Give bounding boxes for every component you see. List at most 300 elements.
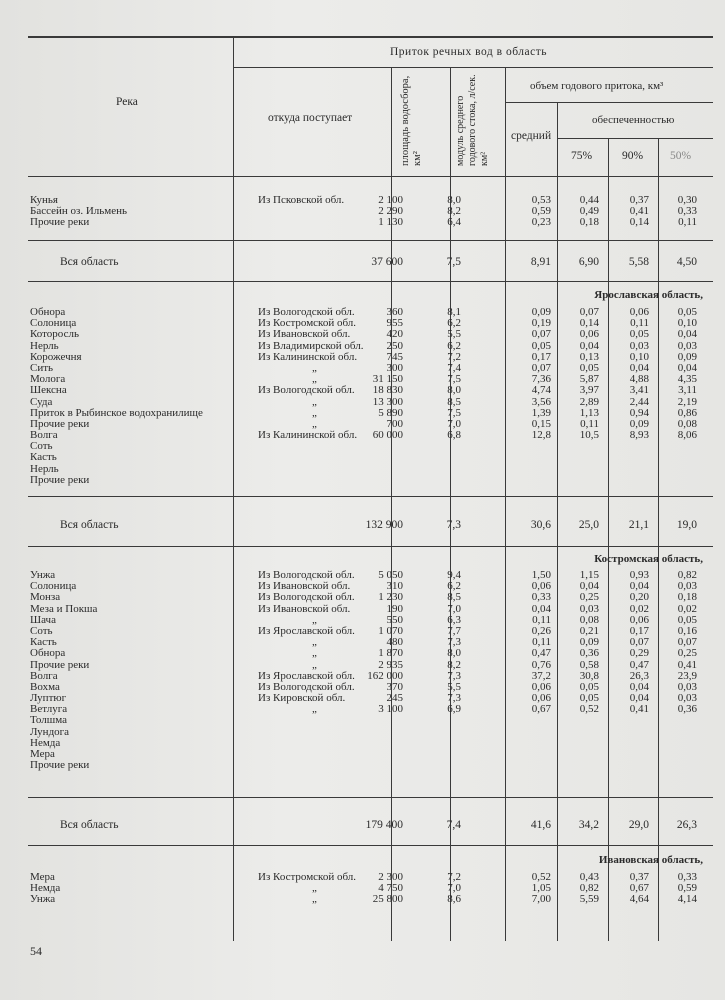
river-name-cell: Прочие реки <box>30 759 90 772</box>
source-cell: Из Калининской обл. <box>258 350 358 363</box>
source-cell: Из Кировской обл. <box>258 692 346 705</box>
table-row <box>0 715 725 726</box>
page-number: 54 <box>30 944 42 958</box>
header-volume: объем годового притока, км³ <box>530 80 664 92</box>
total-mod-cell: 7,4 <box>446 819 461 831</box>
area-cell: 250 <box>386 339 403 352</box>
table-row <box>0 441 725 452</box>
source-cell: „ <box>312 395 317 408</box>
p50-cell: 3,11 <box>678 384 697 397</box>
river-name-cell: Суда <box>30 395 53 408</box>
p90-cell: 0,37 <box>629 194 649 206</box>
mean-volume-cell: 1,39 <box>531 406 551 419</box>
river-name-cell: Солоница <box>30 580 77 593</box>
source-cell: „ <box>312 417 317 430</box>
river-name-cell: Шача <box>30 613 56 626</box>
modulus-cell: 8,6 <box>447 893 461 906</box>
p90-cell: 4,88 <box>629 373 649 386</box>
p75-cell: 0,03 <box>579 602 599 615</box>
mean-volume-cell: 0,04 <box>531 602 551 615</box>
table-row <box>0 883 725 894</box>
total-p90-cell: 21,1 <box>628 519 649 531</box>
total-area-cell: 179 400 <box>365 819 403 831</box>
area-cell: 420 <box>386 328 403 341</box>
modulus-cell: 7,2 <box>447 350 461 363</box>
p90-cell: 0,03 <box>629 339 649 352</box>
header-modulus: модуль среднего годового стока, л/сек. км² <box>455 74 490 166</box>
table-row <box>0 307 725 318</box>
table-row <box>0 408 725 419</box>
p90-cell: 0,06 <box>629 613 649 626</box>
p50-cell: 0,36 <box>677 703 697 716</box>
p50-cell: 0,30 <box>677 194 697 206</box>
total-p90-cell: 5,58 <box>628 256 649 268</box>
river-name-cell: Нерль <box>30 339 59 352</box>
p75-cell: 0,82 <box>579 882 599 895</box>
mean-volume-cell: 1,05 <box>531 882 551 895</box>
area-cell: 25 800 <box>372 893 403 906</box>
source-cell: „ <box>312 406 317 419</box>
source-cell: Из Калининской обл. <box>258 429 358 442</box>
area-cell: 245 <box>386 692 403 705</box>
modulus-cell: 9,4 <box>447 569 461 581</box>
area-cell: 2 300 <box>378 871 403 883</box>
river-name-cell: Прочие реки <box>30 417 90 430</box>
table-row <box>0 206 725 217</box>
p75-cell: 0,21 <box>579 624 599 637</box>
p90-cell: 0,02 <box>629 602 649 615</box>
source-cell: „ <box>312 373 317 386</box>
p50-cell: 0,05 <box>677 613 697 626</box>
modulus-cell: 7,4 <box>447 361 461 374</box>
header-rule-volume <box>505 102 713 103</box>
p75-cell: 0,18 <box>579 216 599 229</box>
modulus-cell: 8,2 <box>447 205 461 218</box>
modulus-cell: 7,0 <box>447 602 461 615</box>
source-cell: Из Вологодской обл. <box>258 569 355 581</box>
source-cell: Из Владимирской обл. <box>258 339 364 352</box>
river-name-cell: Соть <box>30 440 53 453</box>
area-cell: 745 <box>386 350 403 363</box>
p75-cell: 3,97 <box>579 384 599 397</box>
river-name-cell: Вохма <box>30 680 60 693</box>
table-row <box>0 604 725 615</box>
source-cell: „ <box>312 882 317 895</box>
mean-volume-cell: 0,67 <box>531 703 551 716</box>
col-divider <box>233 36 234 941</box>
p75-cell: 0,52 <box>579 703 599 716</box>
mean-volume-cell: 0,06 <box>531 692 551 705</box>
area-cell: 300 <box>386 361 403 374</box>
area-cell: 13 300 <box>372 395 403 408</box>
table-row <box>0 727 725 738</box>
source-cell: Из Костромской обл. <box>258 871 357 883</box>
table-row <box>0 660 725 671</box>
p75-cell: 0,09 <box>579 636 599 649</box>
area-cell: 1 130 <box>378 216 403 229</box>
mean-volume-cell: 37,2 <box>531 669 551 682</box>
mean-volume-cell: 0,53 <box>531 194 551 206</box>
area-cell: 1 070 <box>378 624 403 637</box>
area-cell: 480 <box>386 636 403 649</box>
p50-cell: 0,07 <box>677 636 697 649</box>
p50-cell: 23,9 <box>677 669 697 682</box>
modulus-cell: 6,3 <box>447 613 461 626</box>
modulus-cell: 8,2 <box>447 658 461 671</box>
p50-cell: 0,82 <box>677 569 697 581</box>
table-row <box>0 637 725 648</box>
source-cell: „ <box>312 893 317 906</box>
table-row <box>0 894 725 905</box>
table-row <box>0 352 725 363</box>
p90-cell: 0,93 <box>629 569 649 581</box>
p50-cell: 2,19 <box>677 395 697 408</box>
total-label: Вся область <box>60 519 119 531</box>
total-mod-cell: 7,3 <box>446 519 461 531</box>
area-cell: 700 <box>386 417 403 430</box>
area-cell: 31 150 <box>372 373 403 386</box>
p50-cell: 0,10 <box>677 317 697 330</box>
p90-cell: 0,06 <box>629 306 649 318</box>
modulus-cell: 8,0 <box>447 647 461 660</box>
p50-cell: 0,33 <box>677 871 697 883</box>
p75-cell: 2,89 <box>579 395 599 408</box>
table-row <box>0 318 725 329</box>
total-rule <box>28 281 713 282</box>
total-row <box>0 256 725 270</box>
p75-cell: 0,04 <box>579 339 599 352</box>
p90-cell: 4,64 <box>629 893 649 906</box>
p75-cell: 0,06 <box>579 328 599 341</box>
modulus-cell: 6,4 <box>447 216 461 229</box>
p90-cell: 0,67 <box>629 882 649 895</box>
area-cell: 5 050 <box>378 569 403 581</box>
table-row <box>0 592 725 603</box>
table-row <box>0 363 725 374</box>
p50-cell: 4,35 <box>677 373 697 386</box>
p50-cell: 0,25 <box>677 647 697 660</box>
p50-cell: 0,05 <box>677 306 697 318</box>
p50-cell: 0,03 <box>677 580 697 593</box>
total-p75-cell: 25,0 <box>578 519 599 531</box>
source-cell: Из Вологодской обл. <box>258 680 355 693</box>
p50-cell: 0,86 <box>677 406 697 419</box>
table-row <box>0 749 725 760</box>
mean-volume-cell: 0,07 <box>531 361 551 374</box>
total-rule <box>28 546 713 547</box>
area-cell: 1 230 <box>378 591 403 604</box>
river-name-cell: Унжа <box>30 893 56 906</box>
source-cell: Из Ярославской обл. <box>258 624 355 637</box>
river-name-cell: Касть <box>30 636 57 649</box>
p50-cell: 0,02 <box>677 602 697 615</box>
table-row <box>0 682 725 693</box>
modulus-cell: 7,5 <box>447 406 461 419</box>
p90-cell: 0,05 <box>629 328 649 341</box>
total-p50-cell: 19,0 <box>676 519 697 531</box>
table-top-rule <box>28 36 713 38</box>
header-bottom-rule <box>28 176 713 177</box>
area-cell: 1 870 <box>378 647 403 660</box>
header-p90: 90% <box>622 150 644 162</box>
river-name-cell: Прочие реки <box>30 216 90 229</box>
source-cell: „ <box>312 647 317 660</box>
modulus-cell: 6,9 <box>447 703 461 716</box>
p75-cell: 0,11 <box>580 417 599 430</box>
mean-volume-cell: 0,33 <box>531 591 551 604</box>
p75-cell: 30,8 <box>579 669 599 682</box>
header-p50: 50% <box>670 150 692 162</box>
p90-cell: 3,41 <box>629 384 649 397</box>
total-row <box>0 519 725 533</box>
mean-volume-cell: 3,56 <box>531 395 551 408</box>
modulus-cell: 7,3 <box>447 669 461 682</box>
source-cell: „ <box>312 361 317 374</box>
mean-volume-cell: 0,19 <box>531 317 551 330</box>
total-p75-cell: 6,90 <box>578 256 599 268</box>
p50-cell: 0,03 <box>677 339 697 352</box>
total-rule <box>28 797 713 798</box>
table-row <box>0 671 725 682</box>
mean-volume-cell: 0,06 <box>531 580 551 593</box>
modulus-cell: 8,5 <box>447 395 461 408</box>
river-name-cell: Мера <box>30 748 55 760</box>
mean-volume-cell: 0,07 <box>531 328 551 341</box>
p90-cell: 0,17 <box>629 624 649 637</box>
p50-cell: 0,03 <box>677 680 697 693</box>
total-label: Вся область <box>60 819 119 831</box>
river-name-cell: Прочие реки <box>30 473 90 486</box>
river-name-cell: Нерль <box>30 462 59 475</box>
p75-cell: 0,07 <box>579 306 599 318</box>
source-cell: Из Ивановской обл. <box>258 328 351 341</box>
river-name-cell: Немда <box>30 882 61 895</box>
modulus-cell: 7,3 <box>447 636 461 649</box>
p90-cell: 0,20 <box>629 591 649 604</box>
source-cell: Из Костромской обл. <box>258 317 357 330</box>
mean-volume-cell: 0,76 <box>531 658 551 671</box>
river-name-cell: Унжа <box>30 569 56 581</box>
p50-cell: 0,33 <box>677 205 697 218</box>
area-cell: 955 <box>386 317 403 330</box>
table-row <box>0 872 725 883</box>
total-mean-cell: 8,91 <box>530 256 551 268</box>
total-p50-cell: 26,3 <box>676 819 697 831</box>
modulus-cell: 8,0 <box>447 194 461 206</box>
river-name-cell: Шексна <box>30 384 67 397</box>
p50-cell: 0,59 <box>677 882 697 895</box>
p75-cell: 0,36 <box>579 647 599 660</box>
p50-cell: 0,18 <box>677 591 697 604</box>
section-rows <box>0 570 725 771</box>
river-name-cell: Обнора <box>30 306 66 318</box>
source-cell: Из Ярославской обл. <box>258 669 355 682</box>
table-row <box>0 419 725 430</box>
source-cell: Из Вологодской обл. <box>258 591 355 604</box>
mean-volume-cell: 0,11 <box>532 636 551 649</box>
source-cell: „ <box>312 703 317 716</box>
source-cell: Из Вологодской обл. <box>258 306 355 318</box>
p75-cell: 0,49 <box>579 205 599 218</box>
region-heading: Костромская область, <box>594 553 703 565</box>
header-mean: средний <box>511 130 552 142</box>
area-cell: 2 100 <box>378 194 403 206</box>
header-probability: обеспеченностью <box>592 114 675 126</box>
total-area-cell: 132 900 <box>365 519 403 531</box>
river-name-cell: Луптюг <box>30 692 67 705</box>
modulus-cell: 7,7 <box>447 624 461 637</box>
table-row <box>0 615 725 626</box>
p90-cell: 0,41 <box>629 703 649 716</box>
river-name-cell: Соть <box>30 624 53 637</box>
header-rule-prob <box>557 138 713 139</box>
modulus-cell: 8,1 <box>447 306 461 318</box>
p90-cell: 0,09 <box>629 417 649 430</box>
p50-cell: 0,16 <box>677 624 697 637</box>
p50-cell: 0,11 <box>678 216 697 229</box>
p50-cell: 0,04 <box>677 328 697 341</box>
total-rule <box>28 240 713 241</box>
p75-cell: 0,05 <box>579 361 599 374</box>
mean-volume-cell: 0,06 <box>531 680 551 693</box>
table-row <box>0 385 725 396</box>
p75-cell: 0,05 <box>579 680 599 693</box>
source-cell: „ <box>312 636 317 649</box>
table-row <box>0 217 725 228</box>
modulus-cell: 5,5 <box>447 328 461 341</box>
p75-cell: 0,04 <box>579 580 599 593</box>
p90-cell: 0,04 <box>629 580 649 593</box>
area-cell: 550 <box>386 613 403 626</box>
p75-cell: 0,08 <box>579 613 599 626</box>
p90-cell: 0,41 <box>629 205 649 218</box>
area-cell: 370 <box>386 680 403 693</box>
river-name-cell: Волга <box>30 669 58 682</box>
table-row <box>0 452 725 463</box>
region-heading: Ярославская область, <box>594 289 703 301</box>
river-name-cell: Молога <box>30 373 66 386</box>
p90-cell: 0,29 <box>629 647 649 660</box>
total-mod-cell: 7,5 <box>446 256 461 268</box>
river-name-cell: Толшма <box>30 714 67 727</box>
river-name-cell: Касть <box>30 451 57 464</box>
p90-cell: 2,44 <box>629 395 649 408</box>
p75-cell: 5,87 <box>579 373 599 386</box>
total-area-cell: 37 600 <box>371 256 403 268</box>
modulus-cell: 6,2 <box>447 339 461 352</box>
area-cell: 4 750 <box>378 882 403 895</box>
table-row <box>0 581 725 592</box>
area-cell: 360 <box>386 306 403 318</box>
table-row <box>0 329 725 340</box>
p90-cell: 26,3 <box>629 669 649 682</box>
p75-cell: 0,13 <box>579 350 599 363</box>
table-row <box>0 738 725 749</box>
table-row <box>0 374 725 385</box>
river-name-cell: Ветлуга <box>30 703 68 716</box>
mean-volume-cell: 4,74 <box>531 384 551 397</box>
mean-volume-cell: 7,00 <box>531 893 551 906</box>
area-cell: 18 830 <box>372 384 403 397</box>
river-name-cell: Немда <box>30 736 61 749</box>
source-cell: „ <box>312 613 317 626</box>
header-river: Река <box>116 96 138 108</box>
section-rows <box>0 195 725 229</box>
header-p75: 75% <box>571 150 593 162</box>
table-row <box>0 693 725 704</box>
river-name-cell: Кунья <box>30 194 58 206</box>
p75-cell: 10,5 <box>579 429 599 442</box>
area-cell: 190 <box>386 602 403 615</box>
p50-cell: 8,06 <box>677 429 697 442</box>
p50-cell: 0,08 <box>677 417 697 430</box>
p90-cell: 0,07 <box>629 636 649 649</box>
mean-volume-cell: 12,8 <box>531 429 551 442</box>
mean-volume-cell: 7,36 <box>531 373 551 386</box>
table-row <box>0 464 725 475</box>
mean-volume-cell: 1,50 <box>531 569 551 581</box>
p75-cell: 1,13 <box>579 406 599 419</box>
total-rule <box>28 496 713 497</box>
header-area: площадь водосбора, км² <box>400 75 423 166</box>
p90-cell: 8,93 <box>629 429 649 442</box>
river-name-cell: Которосль <box>30 328 79 341</box>
header-inflow-group: Приток речных вод в область <box>390 46 547 58</box>
p90-cell: 0,14 <box>629 216 649 229</box>
mean-volume-cell: 0,15 <box>531 417 551 430</box>
modulus-cell: 7,5 <box>447 373 461 386</box>
p75-cell: 0,25 <box>579 591 599 604</box>
p75-cell: 0,05 <box>579 692 599 705</box>
river-name-cell: Монза <box>30 591 61 604</box>
total-rule <box>28 845 713 846</box>
p50-cell: 0,03 <box>677 692 697 705</box>
mean-volume-cell: 0,47 <box>531 647 551 660</box>
table-row <box>0 341 725 352</box>
p90-cell: 0,10 <box>629 350 649 363</box>
river-name-cell: Меза и Покша <box>30 602 98 615</box>
table-row <box>0 626 725 637</box>
modulus-cell: 6,2 <box>447 317 461 330</box>
modulus-cell: 6,8 <box>447 429 461 442</box>
p90-cell: 0,11 <box>630 317 649 330</box>
area-cell: 5 890 <box>378 406 403 419</box>
source-cell: Из Ивановской обл. <box>258 580 351 593</box>
river-name-cell: Обнора <box>30 647 66 660</box>
modulus-cell: 7,0 <box>447 417 461 430</box>
river-name-cell: Мера <box>30 871 55 883</box>
section-rows <box>0 872 725 906</box>
mean-volume-cell: 0,09 <box>531 306 551 318</box>
table-row <box>0 475 725 486</box>
table-row <box>0 570 725 581</box>
river-name-cell: Лундога <box>30 725 70 738</box>
p90-cell: 0,04 <box>629 361 649 374</box>
mean-volume-cell: 0,05 <box>531 339 551 352</box>
p75-cell: 0,14 <box>579 317 599 330</box>
river-name-cell: Волга <box>30 429 58 442</box>
area-cell: 3 100 <box>378 703 403 716</box>
section-rows <box>0 307 725 486</box>
p75-cell: 0,43 <box>579 871 599 883</box>
river-name-cell: Сить <box>30 361 54 374</box>
source-cell: Из Ивановской обл. <box>258 602 351 615</box>
p75-cell: 0,58 <box>579 658 599 671</box>
table-row <box>0 397 725 408</box>
mean-volume-cell: 0,11 <box>532 613 551 626</box>
header-source: откуда поступает <box>268 112 353 124</box>
table-row <box>0 430 725 441</box>
